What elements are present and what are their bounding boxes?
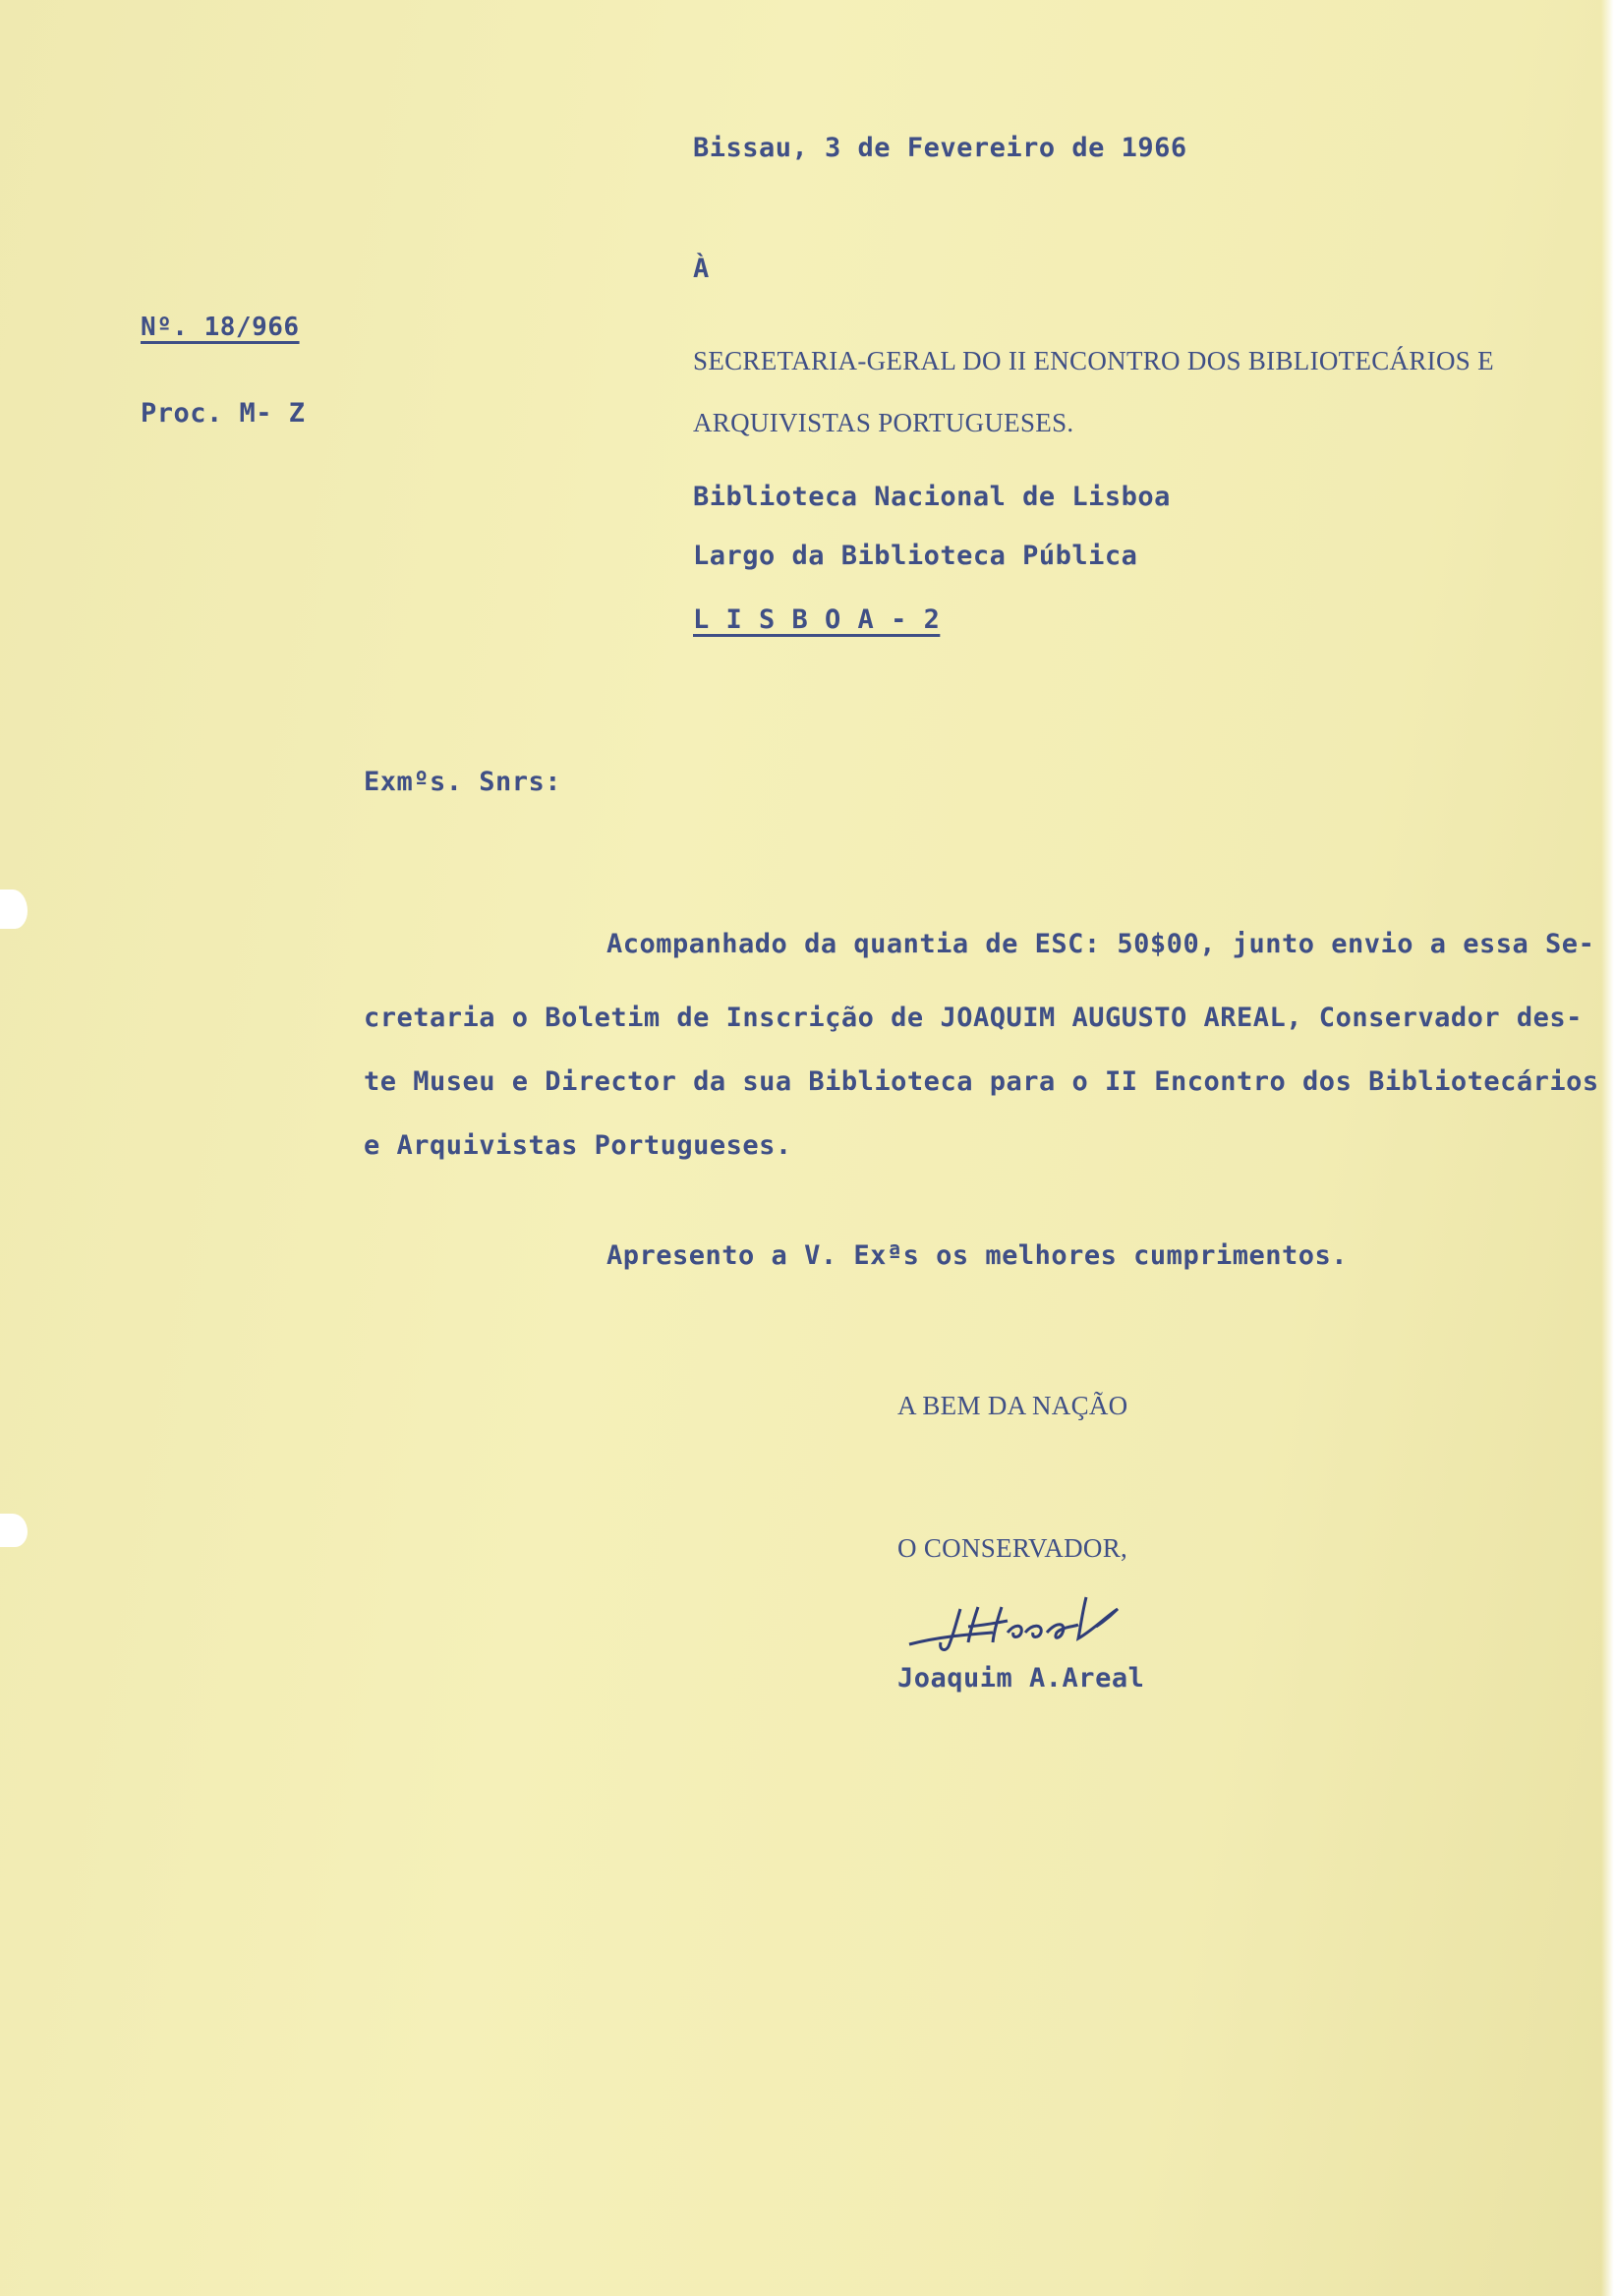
letter-date: Bissau, 3 de Fevereiro de 1966 — [693, 133, 1187, 163]
handwritten-signature — [899, 1587, 1155, 1666]
recipient-city: L I S B O A - 2 — [693, 604, 941, 635]
recipient-line-2: ARQUIVISTAS PORTUGUESES. — [693, 408, 1074, 437]
salutation: Exmºs. Snrs: — [364, 767, 562, 797]
reference-number: Nº. 18/966 — [141, 313, 300, 342]
signer-title: O CONSERVADOR, — [897, 1533, 1128, 1563]
to-marker: À — [693, 254, 710, 284]
paper-tear — [0, 890, 28, 929]
closing-line: Apresento a V. Exªs os melhores cumprimentos. — [606, 1240, 1348, 1271]
motto: A BEM DA NAÇÃO — [897, 1391, 1128, 1420]
recipient-line-1: SECRETARIA-GERAL DO II ENCONTRO DOS BIBLIOTECÁRIOS E — [693, 346, 1494, 375]
paper-edge — [1601, 0, 1615, 2296]
signer-name: Joaquim A.Areal — [897, 1663, 1145, 1693]
body-line-2: cretaria o Boletim de Inscrição de JOAQUIM AUGUSTO AREAL, Conservador des- — [364, 1003, 1583, 1033]
recipient-line-4: Largo da Biblioteca Pública — [693, 541, 1138, 571]
process-code: Proc. M- Z — [141, 398, 306, 429]
paper-tear — [0, 1514, 28, 1547]
body-line-4: e Arquivistas Portugueses. — [364, 1130, 792, 1161]
recipient-line-3: Biblioteca Nacional de Lisboa — [693, 482, 1171, 512]
body-line-1: Acompanhado da quantia de ESC: 50$00, junto envio a essa Se- — [606, 929, 1595, 959]
body-line-3: te Museu e Director da sua Biblioteca para o II Encontro dos Bibliotecários — [364, 1066, 1599, 1097]
